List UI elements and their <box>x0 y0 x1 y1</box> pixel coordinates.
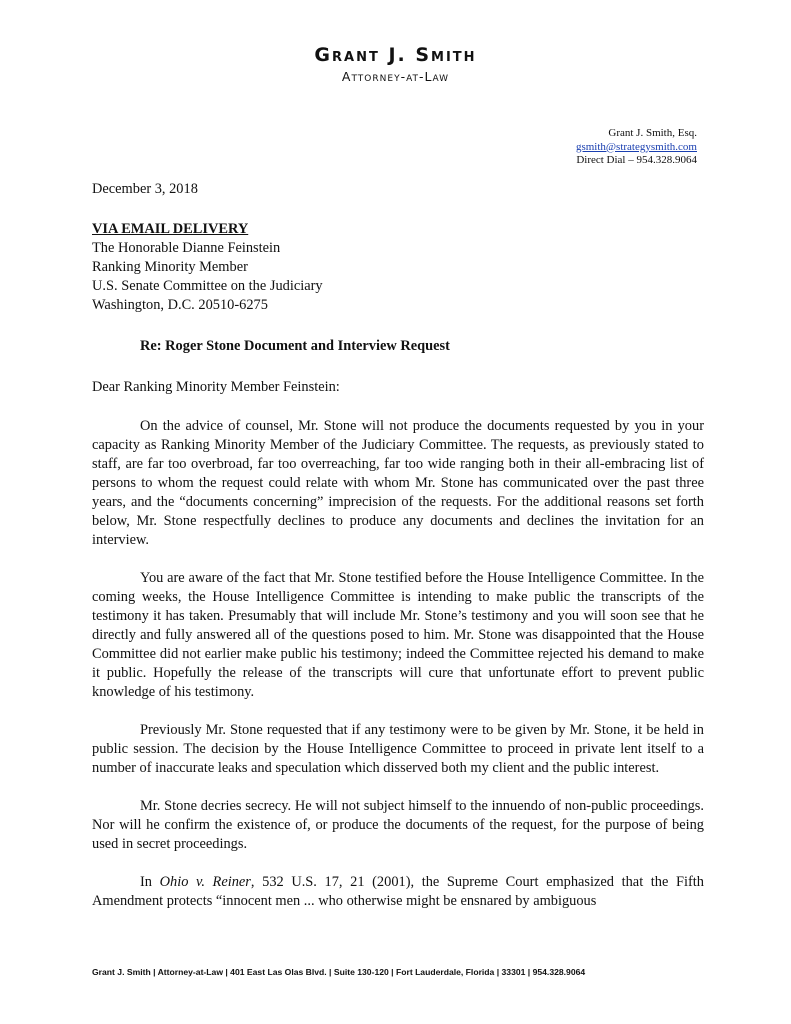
citation-prefix: In <box>140 874 160 890</box>
letterhead-title: Attorney-at-Law <box>341 69 450 84</box>
re-line: Re: Roger Stone Document and Interview Request <box>140 338 450 354</box>
sender-name: Grant J. Smith, Esq. <box>608 127 697 139</box>
recipient-line: Ranking Minority Member <box>92 259 248 275</box>
recipient-line: U.S. Senate Committee on the Judiciary <box>92 278 323 294</box>
letterhead-name: Grant J. Smith <box>314 44 477 66</box>
sender-direct-dial: Direct Dial – 954.328.9064 <box>576 154 697 166</box>
letter-date: December 3, 2018 <box>92 181 198 197</box>
recipient-address <box>92 220 704 315</box>
delivery-method: VIA EMAIL DELIVERY <box>92 221 249 237</box>
body-paragraph: On the advice of counsel, Mr. Stone will not produce the documents requested by you in your capacity as Ranking Minority Member of the Judiciary Committee. The requests, as previously stated to staff, are far too overbroad, far too overreaching, far too wide ranging both in their all-embracing list of persons to whom the request could relate with whom Mr. Stone has communicated over the past three years, and the “documents concerning” imprecision of the requests. For the additional reasons set forth below, Mr. Stone respectfully declines to produce any documents and declines the invitation for an interview. <box>92 418 704 548</box>
letterhead <box>0 44 791 84</box>
salutation: Dear Ranking Minority Member Feinstein: <box>92 379 340 395</box>
sender-email-link[interactable]: gsmith@strategysmith.com <box>575 140 697 153</box>
recipient-line: Washington, D.C. 20510-6275 <box>92 297 268 313</box>
body-paragraph: Previously Mr. Stone requested that if any testimony were to be given by Mr. Stone, it be held in public session. The decision by the House Intelligence Committee to proceed in private lent itself to a number of inaccurate leaks and speculation which disserved both my client and the public interest. <box>92 722 704 776</box>
page-footer: Grant J. Smith | Attorney-at-Law | 401 East Las Olas Blvd. | Suite 130-120 | Fort Lauderdale, Florida | 33301 | 954.328.9064 <box>92 967 586 977</box>
sender-block <box>576 127 697 168</box>
case-name: Ohio v. Reiner <box>159 874 251 890</box>
citation-text: , 532 U.S. 17, 21 (2001), the Supreme Court emphasized that the Fifth Amendment protects “innocent men ... who otherwise might be ensnared by ambiguous <box>92 874 704 909</box>
body-paragraph: You are aware of the fact that Mr. Stone testified before the House Intelligence Committee. In the coming weeks, the House Intelligence Committee is intending to make public the transcripts of the testimony it has taken. Presumably that will include Mr. Stone’s testimony and you will soon see that he directly and fully answered all of the questions posed to him. Mr. Stone was disappointed that the House Committee did not earlier make public his testimony; indeed the Committee rejected his demand to make it public. Hopefully the release of the transcripts will cure that unfortunate effort to prevent public knowledge of his testimony. <box>92 570 704 700</box>
body-paragraph-citation <box>92 873 704 911</box>
recipient-line: The Honorable Dianne Feinstein <box>92 240 281 256</box>
body-paragraph: Mr. Stone decries secrecy. He will not subject himself to the innuendo of non-public proceedings. Nor will he confirm the existence of, or produce the documents of the request, for the purpose of being used in secret proceedings. <box>92 798 704 852</box>
letter-body <box>92 180 704 930</box>
